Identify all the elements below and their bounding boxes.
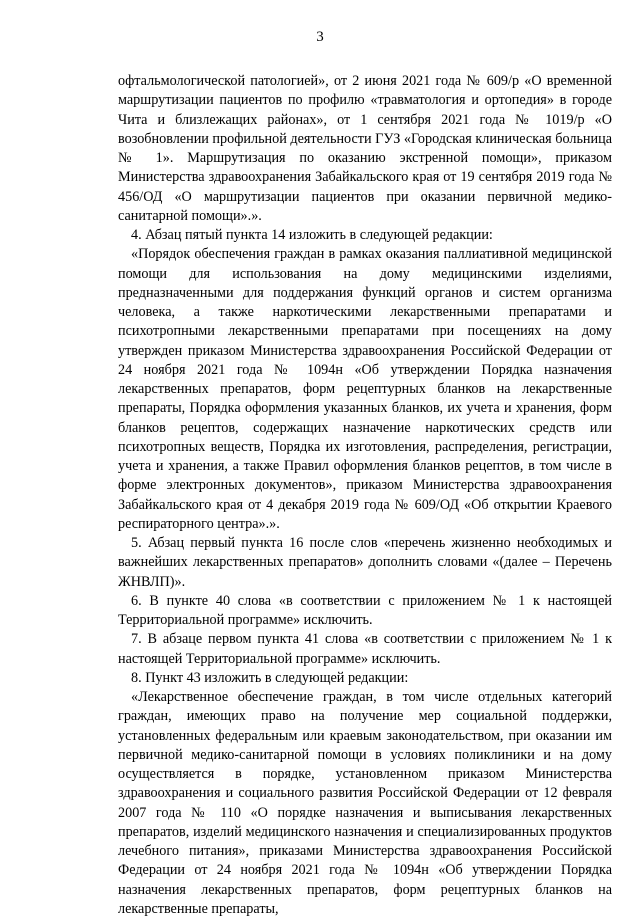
paragraph-continuation: офтальмологической патологией», от 2 июня 2021 года № 609/р «О временной маршрутизации пациентов по профилю «травматология и ортопедия» в городе Чита и близлежащих районах», от 1 сентября 2021 года № 1019/р «О возобновлении профильной деятельности ГУЗ «Городская клиническая больница № 1». Маршрутизация по оказанию экстренной помощи», приказом Министерства здравоохранения Забайкальского края от 19 сентября 2019 года № 456/ОД «О маршрутизации пациентов при оказании первичной медико-санитарной помощи».». bbox=[118, 73, 612, 224]
paragraph-item-7: 7. В абзаце первом пункта 41 слова «в соответствии с приложением № 1 к настоящей Территориальной программе» исключить. bbox=[118, 631, 612, 667]
document-body bbox=[118, 72, 612, 919]
paragraph-quote-drug-supply: «Лекарственное обеспечение граждан, в том числе отдельных категорий граждан, имеющих право на получение мер социальной поддержки, установленных федеральным или краевым законодательством, при оказании им первичной медико-санитарной помощи в условиях поликлиники и на дому осуществляется в порядке, установленном приказом Министерства здравоохранения и социального развития Российской Федерации от 12 февраля 2007 года № 110 «О порядке назначения и выписывания лекарственных препаратов, изделий медицинского назначения и специализированных продуктов лечебного питания», приказами Министерства здравоохранения Российской Федерации от 24 ноября 2021 года № 1094н «Об утверждении Порядка назначения лекарственных препаратов, форм рецептурных бланков на лекарственные препараты, bbox=[118, 689, 612, 917]
paragraph-quote-palliative: «Порядок обеспечения граждан в рамках оказания паллиативной медицинской помощи для использования на дому медицинскими изделиями, предназначенными для поддержания функций органов и систем организма человека, а также наркотическими лекарственными препаратами и психотропными лекарственными препаратами при посещениях на дому утвержден приказом Министерства здравоохранения Российской Федерации от 24 ноября 2021 года № 1094н «Об утверждении Порядка назначения лекарственных препаратов, форм рецептурных бланков на лекарственные препараты, Порядка оформления указанных бланков, их учета и хранения, форм бланков рецептов, содержащих назначение наркотических средств или психотропных веществ, Порядка их изготовления, распределения, регистрации, учета и хранения, а также Правил оформления бланков рецептов, в том числе в форме электронных документов», приказом Министерства здравоохранения Забайкальского края от 4 декабря 2019 года № 609/ОД «Об открытии Краевого респираторного центра».». bbox=[118, 246, 612, 532]
paragraph-item-6: 6. В пункте 40 слова «в соответствии с приложением № 1 к настоящей Территориальной программе» исключить. bbox=[118, 592, 612, 628]
page-number: 3 bbox=[316, 29, 324, 45]
paragraph-item-4: 4. Абзац пятый пункта 14 изложить в следующей редакции: bbox=[131, 227, 493, 243]
paragraph-item-8: 8. Пункт 43 изложить в следующей редакции: bbox=[131, 669, 409, 686]
paragraph-item-5: 5. Абзац первый пункта 16 после слов «перечень жизненно необходимых и важнейших лекарственных препаратов» дополнить словами «(далее – Перечень ЖНВЛП)». bbox=[118, 535, 612, 590]
